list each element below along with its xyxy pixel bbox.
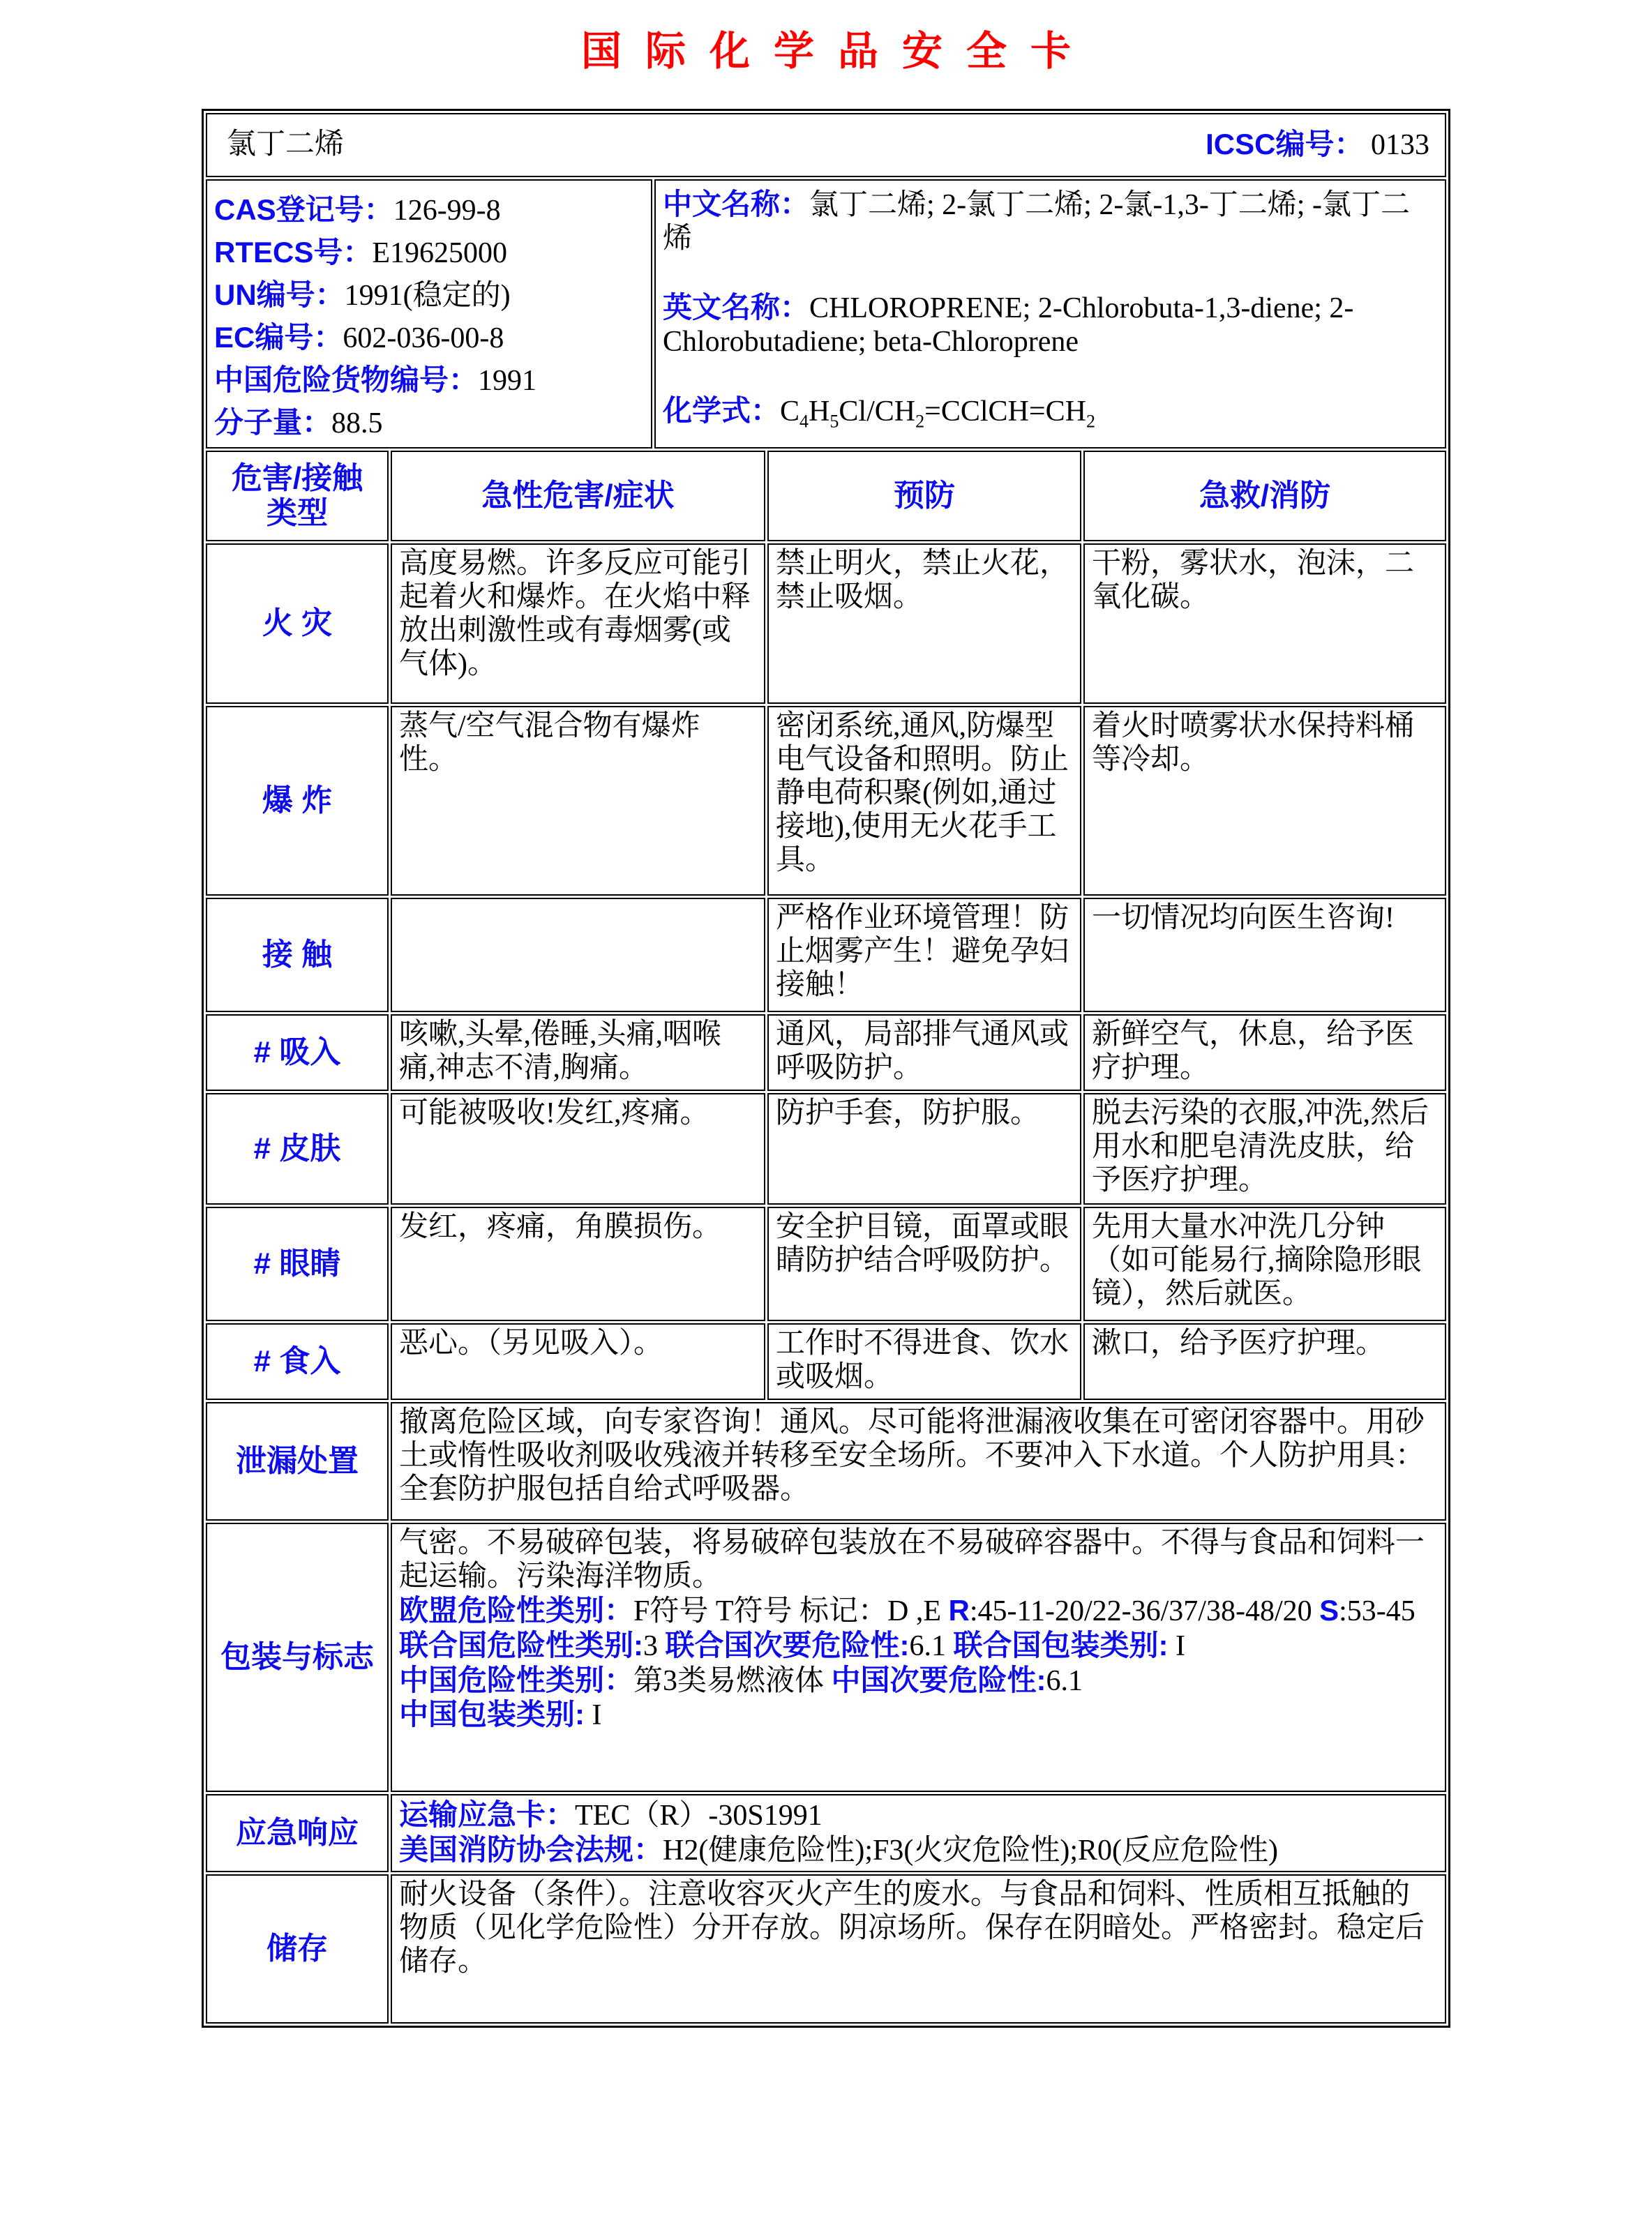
spill-label: 泄漏处置 xyxy=(206,1402,389,1521)
prevention-cell: 防护手套，防护服。 xyxy=(767,1093,1081,1205)
identifier-value: 1991 xyxy=(478,365,537,397)
hazard-row-exposure xyxy=(206,898,1446,1012)
prevention-cell: 密闭系统,通风,防爆型电气设备和照明。防止静电荷积聚(例如,通过接地),使用无火花手工具。 xyxy=(767,706,1081,896)
response-cell: 新鲜空气，休息，给予医疗护理。 xyxy=(1083,1014,1446,1091)
identifier-line xyxy=(214,359,644,402)
identifier-value: 88.5 xyxy=(331,407,383,439)
emergency-row xyxy=(206,1794,1446,1872)
identifier-line xyxy=(214,274,644,317)
identity-row xyxy=(206,179,1446,449)
response-cell: 干粉，雾状水，泡沫，二氧化碳。 xyxy=(1083,543,1446,704)
name-cell xyxy=(206,113,1446,177)
response-cell: 脱去污染的衣服,冲洗,然后用水和肥皂清洗皮肤，给予医疗护理。 xyxy=(1083,1093,1446,1205)
response-cell: 着火时喷雾状水保持料桶等冷却。 xyxy=(1083,706,1446,896)
emergency-content xyxy=(391,1794,1446,1872)
identifier-value: E19625000 xyxy=(372,237,508,269)
identifier-value: 1991(稳定的) xyxy=(344,280,511,312)
hazard-row-ingestion xyxy=(206,1323,1446,1400)
symptoms-cell xyxy=(391,898,765,1012)
packaging-china-class: 中国危险性类别：第3类易燃液体 中国次要危险性:6.1 xyxy=(399,1663,1083,1697)
prevention-cell: 严格作业环境管理！防止烟雾产生！避免孕妇接触！ xyxy=(767,898,1081,1012)
packaging-content xyxy=(391,1523,1446,1792)
identifiers-cell xyxy=(206,179,652,449)
symptoms-cell: 高度易燃。许多反应可能引起着火和爆炸。在火焰中释放出刺激性或有毒烟雾(或气体)。 xyxy=(391,543,765,704)
english-name-block xyxy=(663,291,1438,359)
emergency-nfpa: 美国消防协会法规：H2(健康危险性);F3(火灾危险性);R0(反应危险性) xyxy=(399,1832,1278,1867)
substance-name: 氯丁二烯 xyxy=(227,128,345,161)
symptoms-cell: 发红，疼痛，角膜损伤。 xyxy=(391,1207,765,1321)
hazard-row-inhalation xyxy=(206,1014,1446,1091)
identifier-label: 分子量： xyxy=(214,406,332,439)
formula-label: 化学式： xyxy=(663,393,781,427)
packaging-un-class: 联合国危险性类别:3 联合国次要危险性:6.1 联合国包装类别: I xyxy=(399,1628,1185,1662)
symptoms-cell: 蒸气/空气混合物有爆炸性。 xyxy=(391,706,765,896)
chinese-name-block xyxy=(663,188,1438,256)
symptoms-cell: 咳嗽,头晕,倦睡,头痛,咽喉痛,神志不清,胸痛。 xyxy=(391,1014,765,1091)
hazard-row-eyes xyxy=(206,1207,1446,1321)
prevention-cell: 禁止明火，禁止火花，禁止吸烟。 xyxy=(767,543,1081,704)
icsc-number-value: 0133 xyxy=(1371,129,1429,162)
spill-text: 撤离危险区域，向专家咨询！通风。尽可能将泄漏液收集在可密闭容器中。用砂土或惰性吸收剂吸收残液并转移至安全场所。不要冲入下水道。个人防护用具：全套防护服包括自给式呼吸器。 xyxy=(391,1402,1446,1521)
icsc-number-group xyxy=(1206,128,1429,163)
formula-block xyxy=(663,394,1438,432)
english-name-label: 英文名称： xyxy=(663,290,810,324)
identifier-line xyxy=(214,402,644,444)
packaging-label: 包装与标志 xyxy=(206,1523,389,1792)
identifier-label: CAS登记号： xyxy=(214,193,393,226)
identifier-value: 126-99-8 xyxy=(393,195,501,227)
emergency-label: 应急响应 xyxy=(206,1794,389,1872)
identifier-label: 中国危险货物编号： xyxy=(214,363,479,396)
identifier-label: UN编号： xyxy=(214,278,345,311)
spill-row xyxy=(206,1402,1446,1521)
symptoms-cell: 恶心。（另见吸入）。 xyxy=(391,1323,765,1400)
chinese-name-label: 中文名称： xyxy=(663,188,810,220)
response-cell: 一切情况均向医生咨询! xyxy=(1083,898,1446,1012)
identifier-label: EC编号： xyxy=(214,321,343,354)
names-cell xyxy=(654,179,1446,449)
response-cell: 漱口，给予医疗护理。 xyxy=(1083,1323,1446,1400)
response-cell: 先用大量水冲洗几分钟（如可能易行,摘除隐形眼镜），然后就医。 xyxy=(1083,1207,1446,1321)
emergency-tremcard: 运输应急卡：TEC（R）-30S1991 xyxy=(399,1798,823,1832)
chinese-name-value: 氯丁二烯; 2-氯丁二烯; 2-氯-1,3-丁二烯; -氯丁二烯 xyxy=(663,189,1410,255)
packaging-china-group: 中国包装类别: I xyxy=(399,1698,602,1732)
packaging-intro: 气密。不易破碎包装，将易破碎包装放在不易破碎容器中。不得与食品和饲料一起运输。污染海洋物质。 xyxy=(399,1527,1425,1592)
page-title: 国际化学品安全卡 xyxy=(580,29,1095,74)
icsc-card xyxy=(202,109,1450,2028)
hazard-type-label: # 吸入 xyxy=(206,1014,389,1091)
english-name-value: CHLOROPRENE; 2-Chlorobuta-1,3-diene; 2-Chlorobutadiene; beta-Chloroprene xyxy=(663,292,1354,358)
header-hazard-type: 危害/接触 类型 xyxy=(206,451,389,541)
identifier-label: RTECS号： xyxy=(214,236,373,269)
formula-value: $C_4H_5Cl/CH_2=CClCH=CH_2$ xyxy=(780,395,1095,431)
icsc-number-label: ICSC编号： xyxy=(1206,128,1364,161)
prevention-cell: 通风，局部排气通风或呼吸防护。 xyxy=(767,1014,1081,1091)
hazard-type-label: # 食入 xyxy=(206,1323,389,1400)
hazard-type-label: 爆 炸 xyxy=(206,706,389,896)
hazard-type-label: # 皮肤 xyxy=(206,1093,389,1205)
prevention-cell: 安全护目镜，面罩或眼睛防护结合呼吸防护。 xyxy=(767,1207,1081,1321)
symptoms-cell: 可能被吸收!发红,疼痛。 xyxy=(391,1093,765,1205)
storage-row xyxy=(206,1874,1446,2024)
hazard-type-label: # 眼睛 xyxy=(206,1207,389,1321)
identifier-line xyxy=(214,317,644,359)
identifier-line xyxy=(214,189,644,232)
storage-text: 耐火设备（条件）。注意收容灭火产生的废水。与食品和饲料、性质相互抵触的物质（见化学危险性）分开存放。阴凉场所。保存在阴暗处。严格密封。稳定后储存。 xyxy=(391,1874,1446,2024)
name-row xyxy=(206,113,1446,177)
hazard-row-skin xyxy=(206,1093,1446,1205)
hazard-row-fire xyxy=(206,543,1446,704)
prevention-cell: 工作时不得进食、饮水或吸烟。 xyxy=(767,1323,1081,1400)
storage-label: 储存 xyxy=(206,1874,389,2024)
hazard-type-label: 接 触 xyxy=(206,898,389,1012)
header-symptoms: 急性危害/症状 xyxy=(391,451,765,541)
hazard-header-row xyxy=(206,451,1446,541)
hazard-type-label: 火 灾 xyxy=(206,543,389,704)
identifier-value: 602-036-00-8 xyxy=(343,322,504,354)
header-prevention: 预防 xyxy=(767,451,1081,541)
hazard-row-explosion xyxy=(206,706,1446,896)
packaging-eu-class: 欧盟危险性类别：F符号 T符号 标记：D ,E R:45-11-20/22-36/37/38-48/20 S:53-45 xyxy=(399,1593,1416,1627)
packaging-row xyxy=(206,1523,1446,1792)
identifier-line xyxy=(214,232,644,274)
header-response: 急救/消防 xyxy=(1083,451,1446,541)
